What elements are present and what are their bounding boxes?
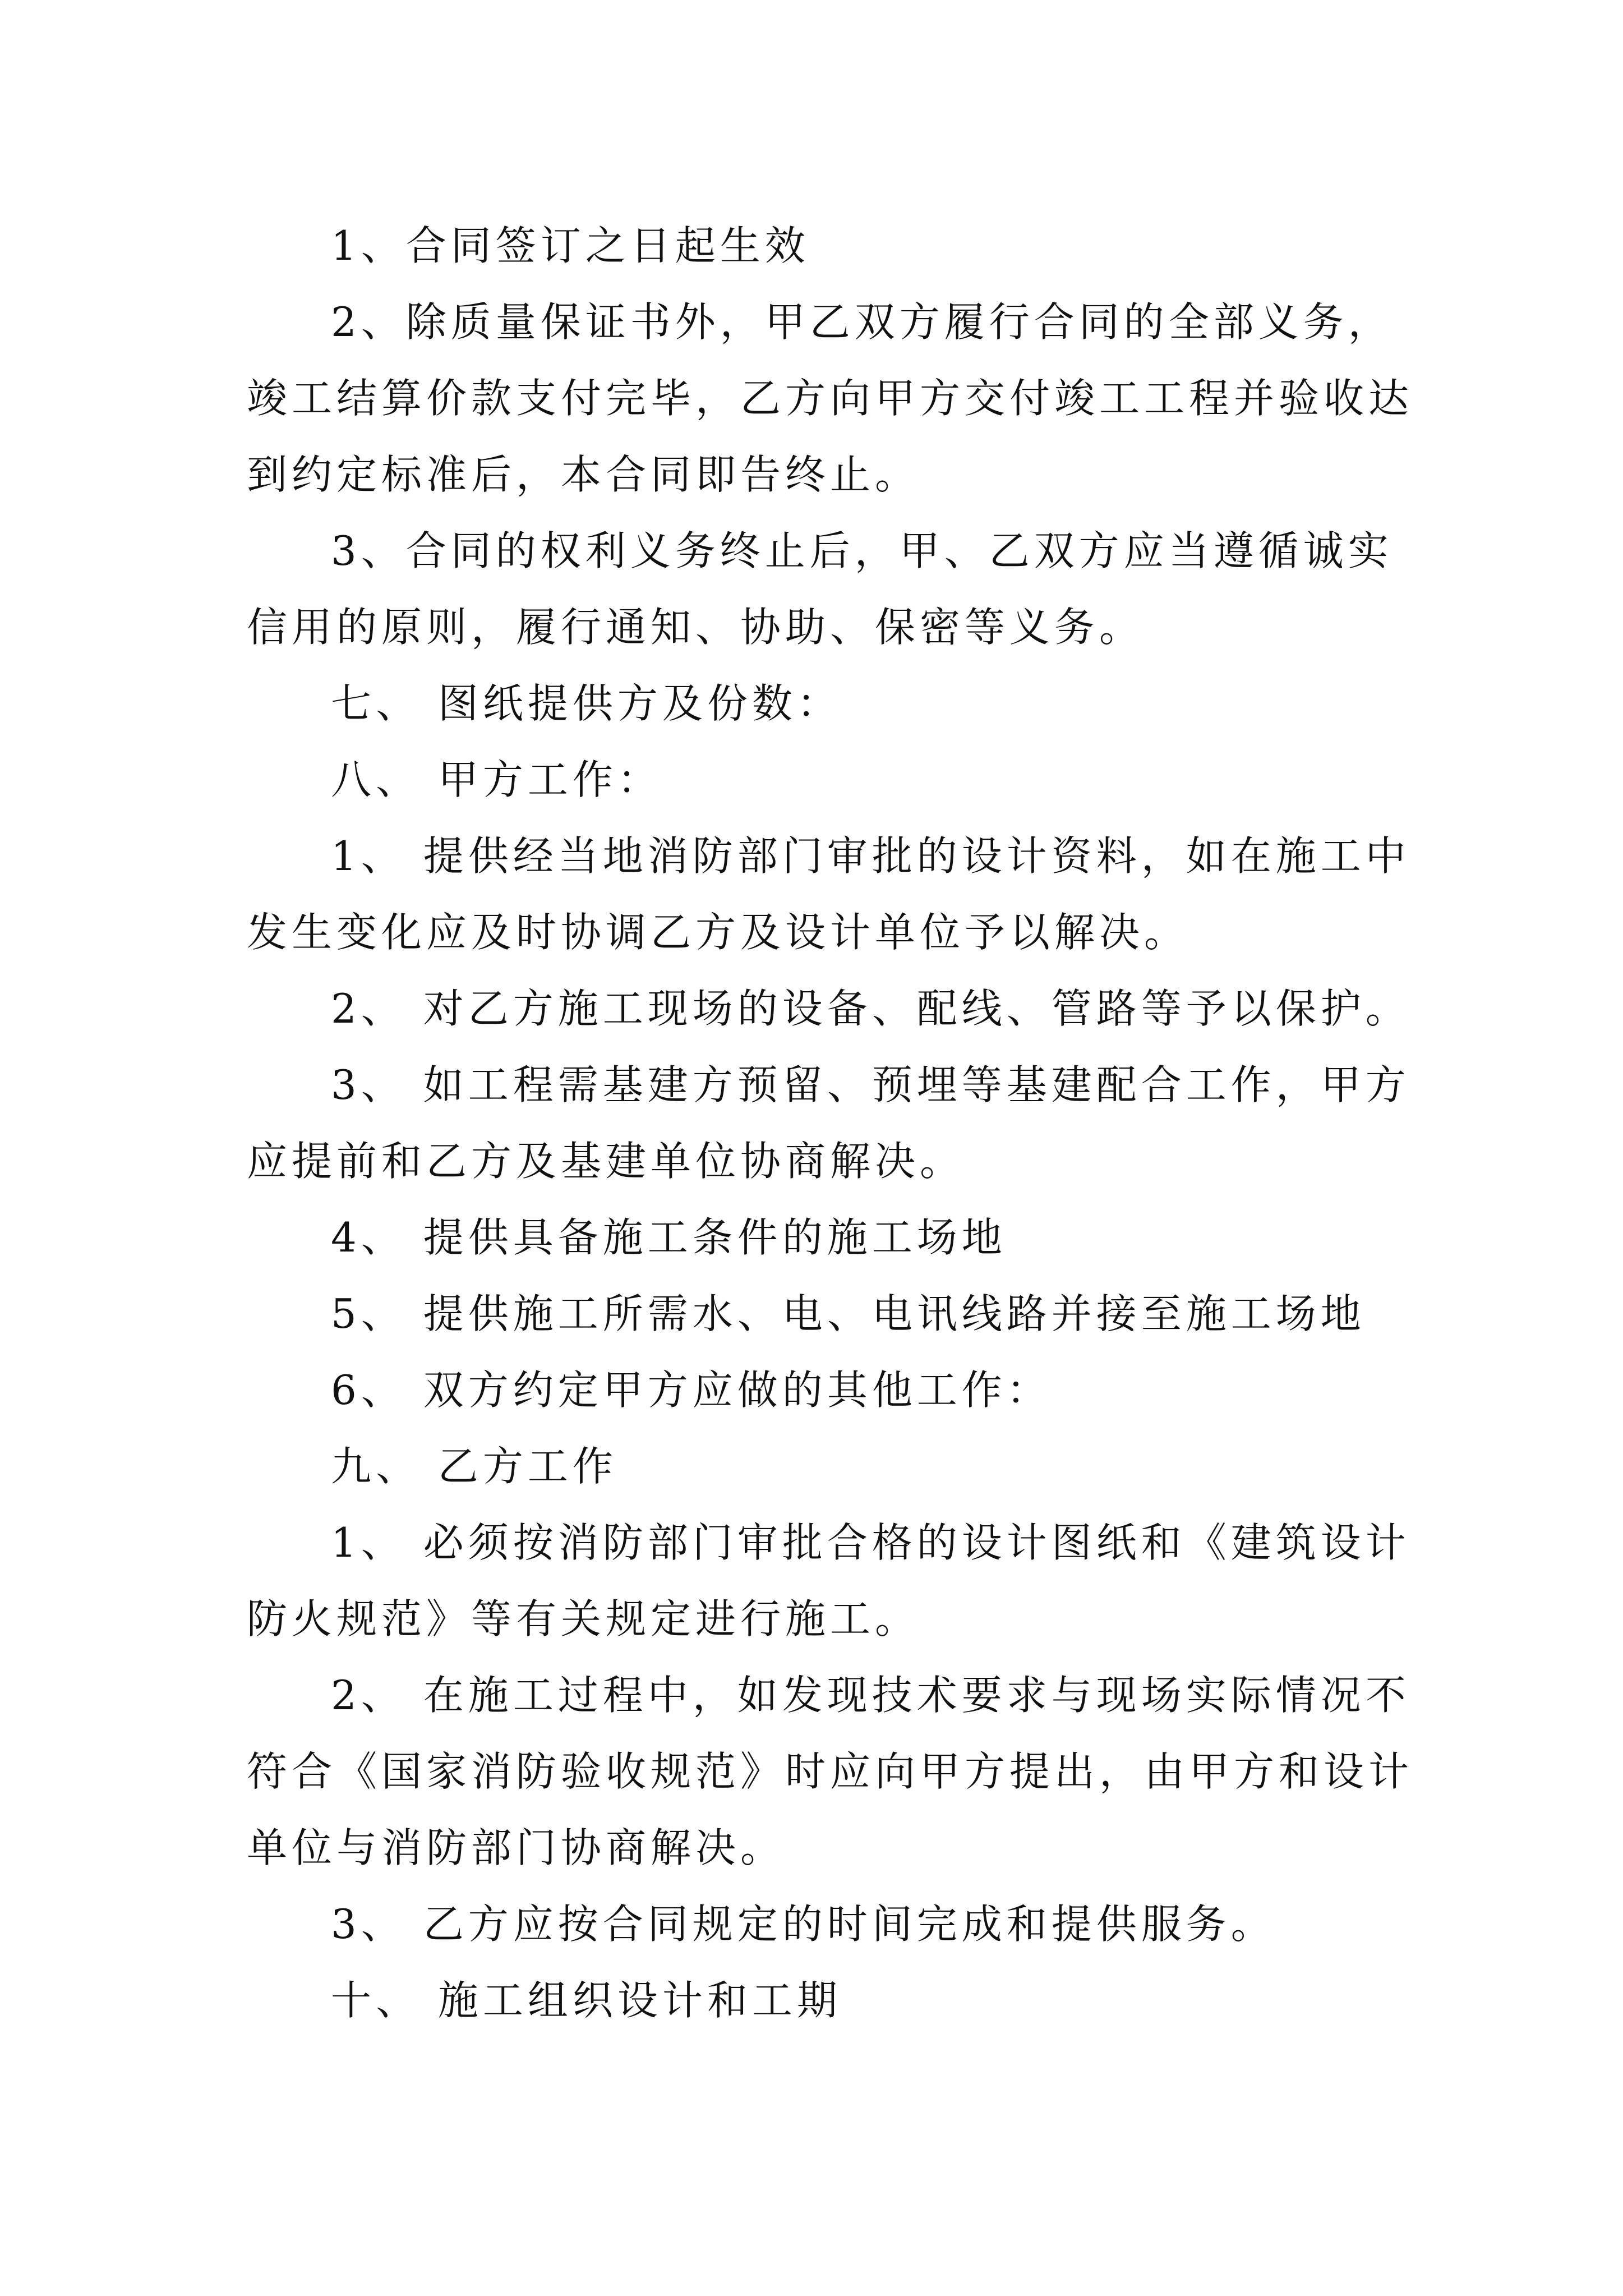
text-line: 竣工结算价款支付完毕，乙方向甲方交付竣工工程并验收达 — [247, 375, 1414, 422]
text-line: 4、 提供具备施工条件的施工场地 — [331, 1214, 1007, 1261]
text-line: 信用的原则，履行通知、协助、保密等义务。 — [247, 604, 1145, 651]
section-heading: 十、 施工组织设计和工期 — [331, 1977, 842, 2024]
text-line: 2、 在施工过程中，如发现技术要求与现场实际情况不 — [331, 1672, 1410, 1719]
text-line: 3、合同的权利义务终止后，甲、乙双方应当遵循诚实 — [331, 527, 1393, 574]
text-line: 发生变化应及时协调乙方及设计单位予以解决。 — [247, 909, 1189, 956]
text-line: 防火规范》等有关规定进行施工。 — [247, 1595, 920, 1642]
document-body — [247, 208, 1414, 2039]
text-line: 2、除质量保证书外，甲乙双方履行合同的全部义务， — [331, 298, 1393, 346]
text-line: 到约定标准后，本合同即告终止。 — [247, 451, 920, 498]
text-line: 6、 双方约定甲方应做的其他工作： — [331, 1366, 1052, 1414]
text-line: 3、 乙方应按合同规定的时间完成和提供服务。 — [331, 1901, 1276, 1948]
text-line: 5、 提供施工所需水、电、电讯线路并接至施工场地 — [331, 1290, 1366, 1337]
text-line: 2、 对乙方施工现场的设备、配线、管路等予以保护。 — [331, 985, 1410, 1032]
text-line: 符合《国家消防验收规范》时应向甲方提出，由甲方和设计 — [247, 1748, 1414, 1795]
text-line: 3、 如工程需基建方预留、预埋等基建配合工作，甲方 — [331, 1061, 1410, 1108]
section-heading: 八、 甲方工作： — [331, 756, 662, 803]
section-heading: 七、 图纸提供方及份数： — [331, 680, 842, 727]
text-line: 应提前和乙方及基建单位协商解决。 — [247, 1138, 965, 1185]
text-line: 1、 必须按消防部门审批合格的设计图纸和《建筑设计 — [331, 1519, 1410, 1566]
section-heading: 九、 乙方工作 — [331, 1443, 617, 1490]
text-line: 1、合同签订之日起生效 — [331, 222, 810, 269]
text-line: 1、 提供经当地消防部门审批的设计资料，如在施工中 — [331, 832, 1410, 880]
text-line: 单位与消防部门协商解决。 — [247, 1824, 786, 1871]
